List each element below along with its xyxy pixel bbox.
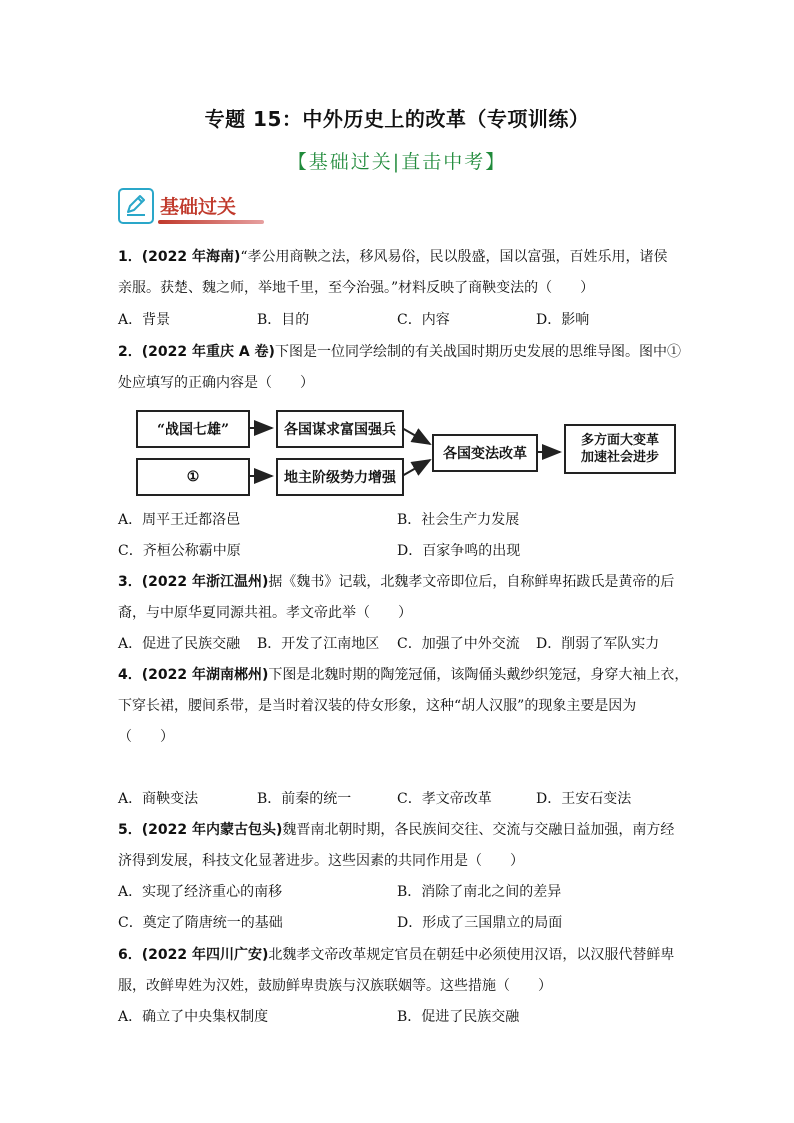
subtitle-left: 基础过关 (308, 151, 393, 173)
question-line (118, 727, 174, 747)
mind-map-box-reforms: 各国变法改革 (432, 434, 538, 472)
option-a[interactable]: A．促进了民族交融 (118, 636, 241, 652)
question-text: 服，改鲜卑姓为汉姓，鼓励鲜卑贵族与汉族联姻等。这些措施（ ） (118, 978, 552, 994)
option-d[interactable]: D．百家争鸣的出现 (397, 543, 521, 559)
question-line (118, 851, 524, 871)
question-line (118, 945, 674, 965)
option-d[interactable]: D．影响 (536, 312, 590, 328)
question-text: 济得到发展，科技文化显著进步。这些因素的共同作用是（ ） (118, 853, 524, 869)
question-line (118, 572, 674, 592)
question-text: 据《魏书》记载，北魏孝文帝即位后，自称鲜卑拓跋氏是黄帝的后 (268, 574, 675, 590)
option-c[interactable]: C．齐桓公称霸中原 (118, 543, 241, 559)
option-d[interactable]: D．削弱了军队实力 (536, 636, 660, 652)
arrow-4 (402, 460, 430, 476)
option-a[interactable]: A．周平王迁都洛邑 (118, 512, 241, 528)
option-c[interactable]: C．孝文帝改革 (397, 791, 492, 807)
mind-map-box-blank: ① (136, 458, 250, 496)
question-text: 裔，与中原华夏同源共祖。孝文帝此举（ ） (118, 605, 412, 621)
page-title: 专题 15：中外历史上的改革（专项训练） (204, 107, 590, 131)
question-text: 魏晋南北朝时期，各民族间交往、交流与交融日益加强，南方经 (282, 822, 675, 838)
arrow-3 (402, 428, 430, 444)
mind-map-box-seven-states: “战国七雄” (136, 410, 250, 448)
question-text: 亲服。获楚、魏之师，举地千里，至今治强。”材料反映了商鞅变法的（ ） (118, 280, 595, 296)
mind-map-box-line: 多方面大变革 (580, 433, 659, 448)
option-c[interactable]: C．内容 (397, 312, 450, 328)
option-b[interactable]: B．消除了南北之间的差异 (397, 884, 562, 900)
question-source: 4．(2022 年湖南郴州) (118, 667, 269, 683)
question-source: 3．(2022 年浙江温州) (118, 574, 269, 590)
option-a[interactable]: A．确立了中央集权制度 (118, 1009, 269, 1025)
section-label: 基础过关 (160, 196, 237, 218)
subtitle-right: 直击中考 (401, 151, 486, 173)
question-source: 1．(2022 年海南) (118, 249, 241, 265)
question-text: “孝公用商鞅之法，移风易俗，民以殷盛，国以富强，百姓乐用，诸侯 (240, 249, 668, 265)
subtitle-close-bracket: 】 (485, 151, 507, 173)
option-c[interactable]: C．奠定了隋唐统一的基础 (118, 915, 283, 931)
question-line (118, 820, 674, 840)
option-a[interactable]: A．商鞅变法 (118, 791, 199, 807)
option-b[interactable]: B．目的 (257, 312, 310, 328)
question-line (118, 696, 636, 716)
question-text: 下图是一位同学绘制的有关战国时期历史发展的思维导图。图中① (274, 344, 681, 360)
question-text: 下图是北魏时期的陶笼冠俑，该陶俑头戴纱织笼冠，身穿大袖上衣， (268, 667, 689, 683)
mind-map-box-landlord-class: 地主阶级势力增强 (276, 458, 404, 496)
mind-map-box-line: 加速社会进步 (580, 450, 659, 465)
option-b[interactable]: B．前秦的统一 (257, 791, 352, 807)
mind-map-box-strong-states: 各国谋求富国强兵 (276, 410, 404, 448)
option-b[interactable]: B．开发了江南地区 (257, 636, 380, 652)
question-text: 下穿长裙，腰间系带，是当时着汉装的侍女形象，这种“胡人汉服”的现象主要是因为 (118, 698, 637, 714)
question-text: （ ） (118, 729, 174, 745)
option-d[interactable]: D．王安石变法 (536, 791, 632, 807)
question-line (118, 976, 552, 996)
question-source: 2．(2022 年重庆 A 卷) (118, 344, 275, 360)
option-b[interactable]: B．促进了民族交融 (397, 1009, 520, 1025)
mind-map-box-social-progress (564, 424, 676, 474)
question-source: 5．(2022 年内蒙古包头) (118, 822, 283, 838)
option-b[interactable]: B．社会生产力发展 (397, 512, 520, 528)
question-source: 6．(2022 年四川广安) (118, 947, 269, 963)
option-a[interactable]: A．背景 (118, 312, 171, 328)
question-text: 北魏孝文帝改革规定官员在朝廷中必须使用汉语，以汉服代替鲜卑 (268, 947, 675, 963)
subtitle-separator: | (392, 151, 402, 173)
option-d[interactable]: D．形成了三国鼎立的局面 (397, 915, 563, 931)
question-line (118, 603, 412, 623)
question-line (118, 665, 688, 685)
option-a[interactable]: A．实现了经济重心的南移 (118, 884, 283, 900)
option-c[interactable]: C．加强了中外交流 (397, 636, 520, 652)
subtitle-open-bracket: 【 (287, 151, 309, 173)
question-text: 处应填写的正确内容是（ ） (118, 375, 314, 391)
